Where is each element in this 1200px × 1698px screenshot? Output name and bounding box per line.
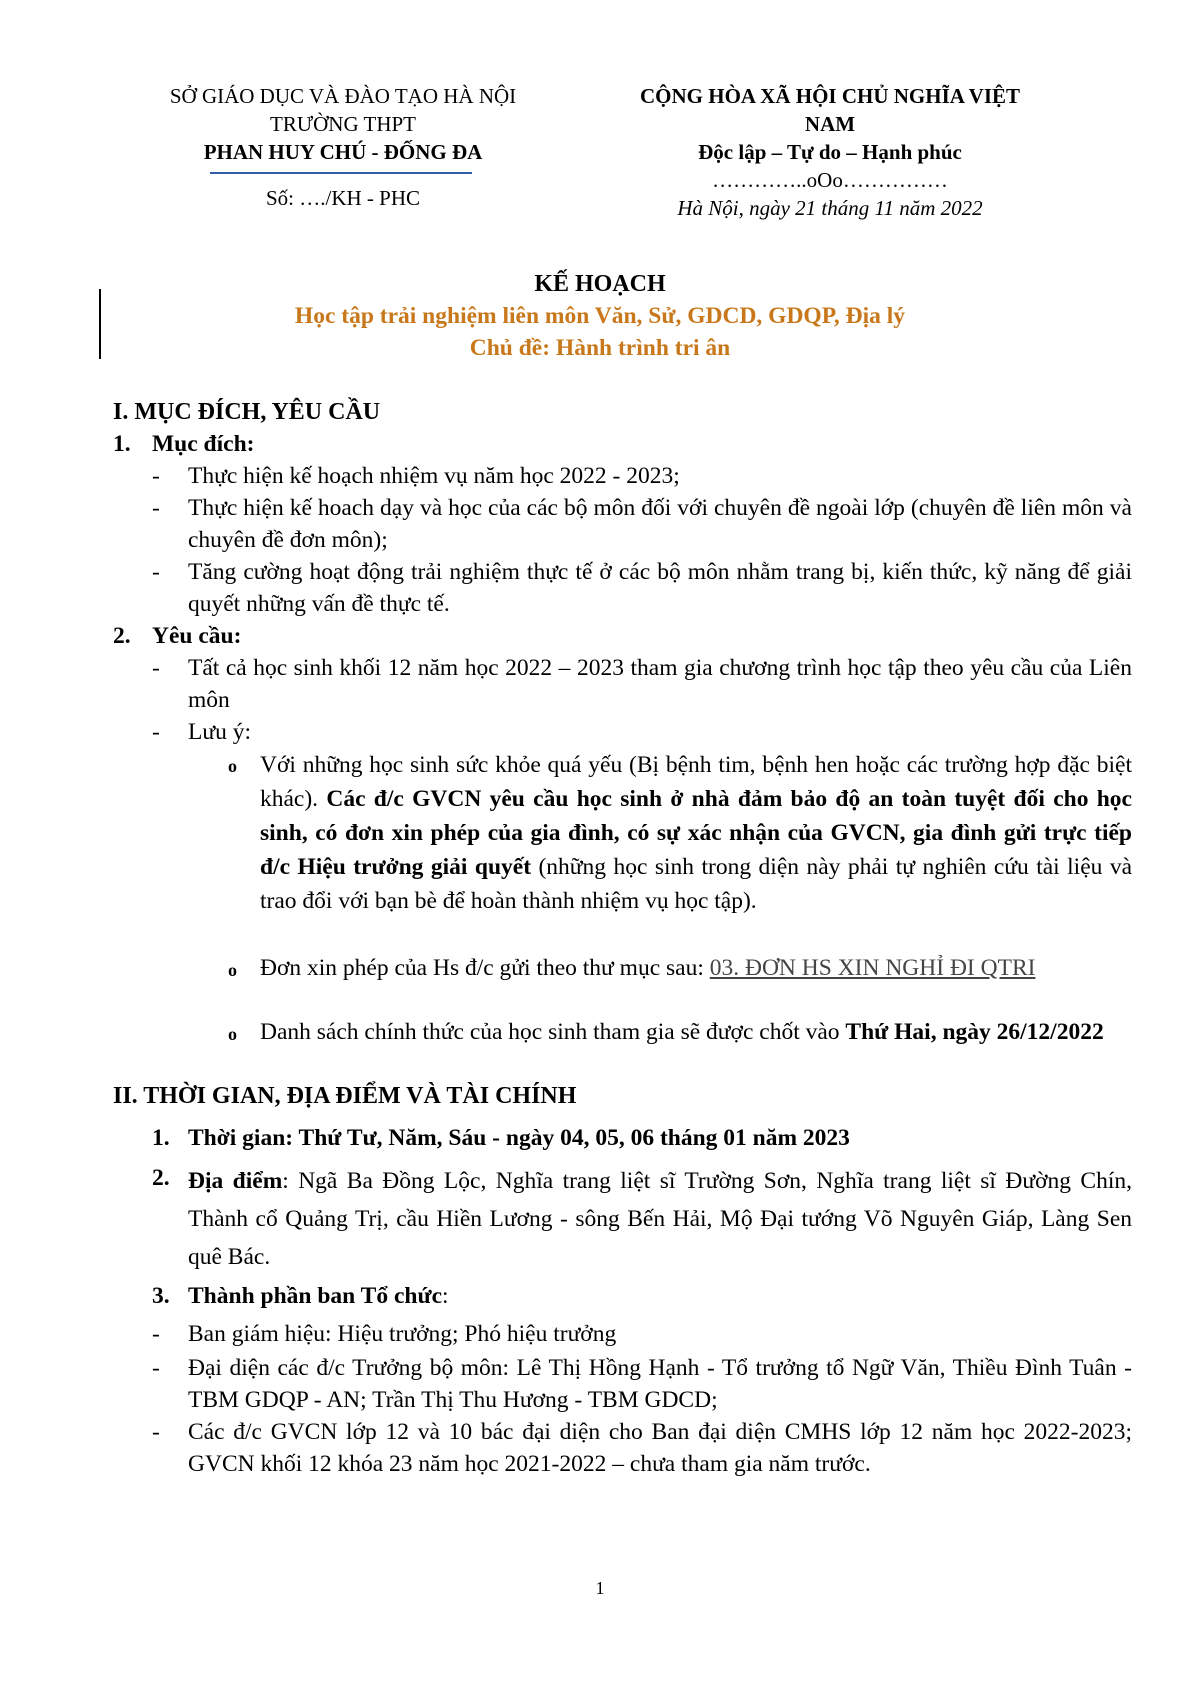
document-page: SỞ GIÁO DỤC VÀ ĐÀO TẠO HÀ NỘI TRƯỜNG THPT PHAN HUY CHÚ - ĐỐNG ĐA Số: …./KH - PHC CỘNG HÒA XÃ HỘI CHỦ NGHĨA VIỆT NAM Độc lập – Tự do – Hạnh phúc …………..oOo…………… Hà Nội, ngày 21 tháng 11 năm 2022 KẾ HOẠCH Học tập trải nghiệm liên môn Văn, Sử, GDCD, GDQP, Địa lý Chủ đề: Hành trình tri ân I. MỤC ĐÍCH, YÊU CẦU 1. Mục đích: - Thực hiện kế hoạch nhiệm vụ năm học 2022 - 2023; - Thực hiện kế hoach dạy và học của các bộ môn đối với chuyên đề ngoài lớp (chuyên đề liên môn và chuyên đề đơn môn); - Tăng cường hoạt động trải nghiệm thực tế ở các bộ môn nhằm trang bị, kiến thức, kỹ năng để giải quyết những vấn đề thực tế. 2. Yêu cầu: - Tất cả học sinh khối 12 năm học 2022 – 2023 tham gia chương trình học tập theo yêu cầu của Liên môn - Lưu ý: o Với những học sinh sức khỏe quá yếu (Bị bệnh tim, bệnh hen hoặc các trường hợp đặc biệt khác). Các đ/c GVCN yêu cầu học sinh ở nhà đảm bảo độ an toàn tuyệt đối cho học sinh, có đơn xin phép của gia đình, có sự xác nhận của GVCN, gia đình gửi trực tiếp đ/c Hiệu trưởng giải quyết (những học sinh trong diện này phải tự nghiên cứu tài liệu và trao đổi với bạn bè để hoàn thành nhiệm vụ học tập). o Đơn xin phép của Hs đ/c gửi theo thư mục sau: 03. ĐƠN HS XIN NGHỈ ĐI QTRI o Danh sách chính thức của học sinh tham gia sẽ được chốt vào Thứ Hai, ngày 26/12/2022 II. THỜI GIAN, ĐỊA ĐIỂM VÀ TÀI CHÍNH 1. Thời gian: Thứ Tư, Năm, Sáu - ngày 04, 05, 06 tháng 01 năm 2023 2. Địa điểm: Ngã Ba Đồng Lộc, Nghĩa trang liệt sĩ Trường Sơn, Nghĩa trang liệt sĩ Đường Chín, Thành cổ Quảng Trị, cầu Hiền Lương - sông Bến Hải, Mộ Đại tướng Võ Nguyên Giáp, Làng Sen quê Bác. 3. Thành phần ban Tổ chức: - Ban giám hiệu: Hiệu trưởng; Phó hiệu trưởng - Đại diện các đ/c Trưởng bộ môn: Lê Thị Hồng Hạnh - Tổ trưởng tổ Ngữ Văn, Thiều Đình Tuân - TBM GDQP - AN; Trần Thị Thu Hương - TBM GDCD; - Các đ/c GVCN lớp 12 và 10 bác đại diện cho Ban đại diện CMHS lớp 12 năm học 2022-2023; GVCN khối 12 khóa 23 năm học 2021-2022 – chưa tham gia năm trước. 1 — [0, 0, 1200, 1698]
section-2-heading: II. THỜI GIAN, ĐỊA ĐIỂM VÀ TÀI CHÍNH — [113, 1083, 577, 1109]
header-right — [610, 82, 1050, 222]
section-1-heading: I. MỤC ĐÍCH, YÊU CẦU — [113, 399, 381, 425]
issue-date: Hà Nội, ngày 21 tháng 11 năm 2022 — [677, 196, 983, 220]
motto-divider: …………..oOo…………… — [712, 168, 948, 192]
school-type: TRƯỜNG THPT — [270, 112, 416, 136]
school-name: PHAN HUY CHÚ - ĐỐNG ĐA — [203, 140, 483, 164]
section-1-2-number: 2. — [113, 623, 131, 649]
section-2-2-number: 2. — [152, 1165, 170, 1191]
department-name: SỞ GIÁO DỤC VÀ ĐÀO TẠO HÀ NỘI — [169, 84, 517, 108]
section-1-1-number: 1. — [113, 431, 131, 457]
location-item: Địa điểm: Ngã Ba Đồng Lộc, Nghĩa trang liệt sĩ Trường Sơn, Nghĩa trang liệt sĩ Đường Chín, Thành cổ Quảng Trị, cầu Hiền Lương - sông Bến Hải, Mộ Đại tướng Võ Nguyên Giáp, Làng Sen quê Bác. — [188, 1168, 1132, 1270]
section-2-3-number: 3. — [152, 1283, 170, 1309]
header-left — [128, 82, 558, 166]
section-1-1-title: Mục đích: — [152, 431, 255, 457]
folder-link[interactable]: 03. ĐƠN HS XIN NGHỈ ĐI QTRI — [709, 955, 1036, 981]
country-name-cont: NAM — [804, 112, 856, 136]
time-item: Thời gian: Thứ Tư, Năm, Sáu - ngày 04, 05, 06 tháng 01 năm 2023 — [188, 1125, 850, 1151]
country-name: CỘNG HÒA XÃ HỘI CHỦ NGHĨA VIỆT — [640, 84, 1020, 108]
document-title: KẾ HOẠCH — [534, 271, 666, 297]
document-number: Số: …./KH - PHC — [265, 186, 421, 210]
document-subtitle: Học tập trải nghiệm liên môn Văn, Sử, GDCD, GDQP, Địa lý — [294, 303, 906, 329]
bullet-icon: o — [228, 1024, 237, 1044]
section-1-2-title: Yêu cầu: — [152, 623, 242, 649]
national-motto: Độc lập – Tự do – Hạnh phúc — [698, 140, 962, 164]
bullet-icon: o — [228, 756, 237, 776]
school-name-underline — [210, 172, 472, 174]
organizer-heading: Thành phần ban Tổ chức: — [188, 1283, 449, 1309]
section-2-1-number: 1. — [152, 1125, 170, 1151]
page-number: 1 — [595, 1578, 605, 1598]
bullet-icon: o — [228, 960, 237, 980]
document-topic: Chủ đề: Hành trình tri ân — [469, 335, 731, 361]
